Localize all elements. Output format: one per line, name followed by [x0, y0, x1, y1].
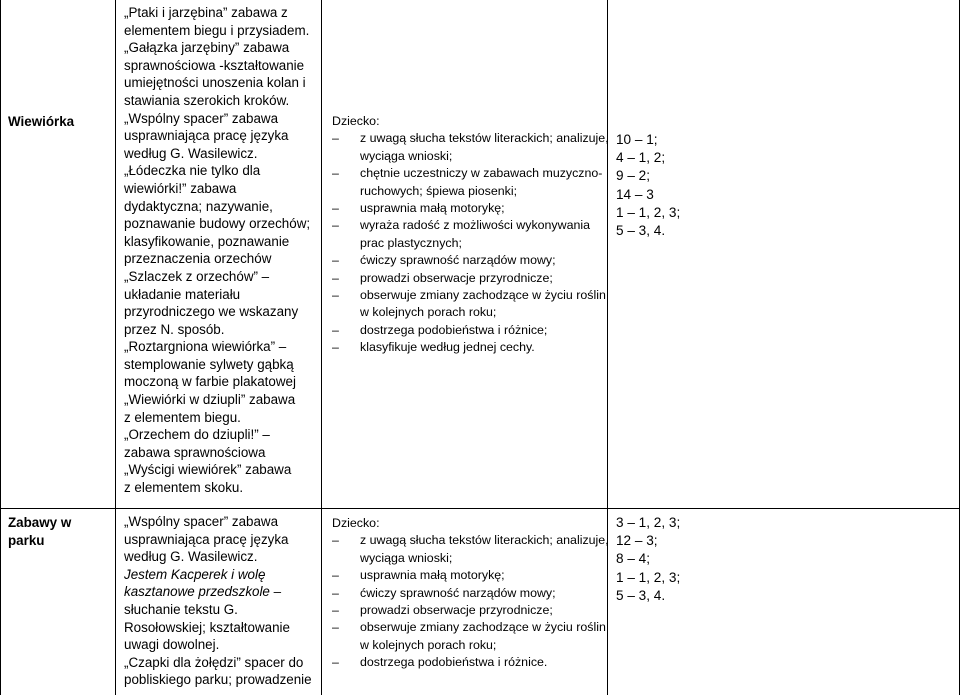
goals-title: Dziecko:: [332, 114, 380, 128]
activity-line: kasztanowe przedszkole –: [124, 584, 282, 600]
reference-item: 4 – 1, 2;: [616, 150, 666, 166]
activity-line: Rosołowskiej; kształtowanie: [124, 619, 290, 635]
goals-title: Dziecko:: [332, 516, 380, 530]
activity-line: „Łódeczka nie tylko dla: [124, 163, 261, 179]
activity-line: Jestem Kacperek i wolę: [124, 566, 266, 582]
activity-line: dydaktyczna; nazywanie,: [124, 198, 273, 214]
goal-text: dostrzega podobieństwa i różnice.: [360, 655, 548, 670]
goal-dash: –: [332, 585, 339, 600]
activity-line: przyrodniczego we wskazany: [124, 304, 299, 320]
goal-text: wyciąga wnioski;: [360, 148, 453, 163]
reference-item: 14 – 3: [616, 186, 654, 202]
goal-item: [332, 602, 604, 619]
goal-item: [332, 200, 604, 217]
goal-dash: –: [332, 568, 339, 583]
goal-item: [332, 252, 604, 269]
goal-item: [332, 183, 604, 200]
goal-text: usprawnia małą motorykę;: [360, 568, 505, 583]
activity-line: „Wspólny spacer” zabawa: [124, 110, 279, 126]
goal-text: obserwuje zmiany zachodzące w życiu roślin: [360, 288, 606, 303]
activity-line: wiewiórki!” zabawa: [124, 180, 237, 196]
column-divider-1: [115, 0, 116, 695]
row-2-goals: [332, 515, 609, 672]
reference-item: 5 – 3, 4.: [616, 223, 666, 239]
reference-item: 3 – 1, 2, 3;: [616, 515, 681, 530]
goal-text: prowadzi obserwacje przyrodnicze;: [360, 603, 553, 618]
goal-dash: –: [332, 620, 339, 635]
goal-item: [332, 287, 604, 304]
reference-item: 9 – 2;: [616, 168, 651, 184]
activity-line: „Gałązka jarzębiny” zabawa: [124, 40, 290, 56]
topic-line: Zabawy w: [8, 515, 72, 530]
activity-line: umiejętności unoszenia kolan i: [124, 75, 306, 91]
goal-dash: –: [332, 131, 339, 146]
goal-item: [332, 654, 604, 671]
goal-text: ćwiczy sprawność narządów mowy;: [360, 253, 556, 268]
reference-item: 10 – 1;: [616, 132, 658, 147]
activity-line: przeznaczenia orzechów: [124, 251, 272, 267]
goal-item: [332, 567, 604, 584]
goal-text: z uwagą słucha tekstów literackich; analizuje,: [360, 533, 609, 548]
activity-line: słuchanie tekstu G.: [124, 601, 238, 617]
goal-item: [332, 165, 604, 182]
activity-line: z elementem skoku.: [124, 480, 244, 496]
goal-dash: –: [332, 288, 339, 303]
activity-line: „Szlaczek z orzechów” –: [124, 268, 270, 284]
row-1-goals: [332, 113, 609, 357]
goal-item: [332, 130, 609, 147]
goal-text: chętnie uczestniczy w zabawach muzyczno-: [360, 166, 603, 181]
goal-dash: –: [332, 253, 339, 268]
reference-item: 5 – 3, 4.: [616, 587, 666, 603]
activity-line: „Orzechem do dziupli!” –: [124, 427, 270, 443]
goal-text: usprawnia małą motorykę;: [360, 201, 505, 216]
activity-line: „Wspólny spacer” zabawa: [124, 514, 279, 529]
goal-item: [332, 585, 604, 602]
row-2-activities: [124, 513, 320, 689]
goal-item: [332, 339, 604, 356]
goal-text: ruchowych; śpiewa piosenki;: [360, 183, 518, 198]
activity-line: uwagi dowolnej.: [124, 637, 220, 653]
activity-line: klasyfikowanie, poznawanie: [124, 233, 290, 249]
activity-line: usprawniająca pracę języka: [124, 531, 289, 547]
goal-text: ćwiczy sprawność narządów mowy;: [360, 585, 556, 600]
goal-dash: –: [332, 655, 339, 670]
activity-line: zabawa sprawnościowa: [124, 444, 266, 460]
goal-item: [332, 217, 604, 234]
goal-text: wyciąga wnioski;: [360, 550, 453, 565]
activity-line: „Wyścigi wiewiórek” zabawa: [124, 462, 292, 478]
goal-text: prowadzi obserwacje przyrodnicze;: [360, 270, 553, 285]
row-1-activities: [124, 4, 320, 497]
reference-item: 1 – 1, 2, 3;: [616, 204, 681, 220]
activity-line: poznawanie budowy orzechów;: [124, 216, 311, 232]
activity-line: stawiania szerokich kroków.: [124, 92, 290, 108]
activity-line: moczoną w farbie plakatowej: [124, 374, 296, 390]
row-2-references: [616, 514, 756, 605]
activity-line: „Czapki dla żołędzi” spacer do: [124, 654, 304, 670]
goal-text: dostrzega podobieństwa i różnice;: [360, 322, 548, 337]
goal-text: klasyfikuje według jednej cechy.: [360, 340, 535, 355]
activity-line: „Roztargniona wiewiórka” –: [124, 339, 287, 355]
row-2-topic: [8, 514, 112, 550]
goal-item: [332, 637, 604, 654]
row-1-topic: [8, 113, 112, 131]
goal-text: wyraża radość z możliwości wykonywania: [360, 218, 590, 233]
goal-text: obserwuje zmiany zachodzące w życiu roślin: [360, 620, 606, 635]
goal-dash: –: [332, 201, 339, 216]
table-border-left: [0, 0, 1, 695]
activity-line: pobliskiego parku; prowadzenie: [124, 672, 312, 688]
goal-text: w kolejnych porach roku;: [360, 305, 497, 320]
reference-item: 1 – 1, 2, 3;: [616, 569, 681, 585]
goal-dash: –: [332, 322, 339, 337]
activity-line: z elementem biegu.: [124, 409, 241, 425]
goal-text: z uwagą słucha tekstów literackich; analizuje,: [360, 131, 609, 146]
reference-item: 12 – 3;: [616, 533, 658, 549]
goal-dash: –: [332, 603, 339, 618]
activity-line: usprawniająca pracę języka: [124, 128, 289, 144]
goal-dash: –: [332, 270, 339, 285]
goal-item: [332, 148, 604, 165]
row-divider: [0, 508, 960, 509]
column-divider-2: [321, 0, 322, 695]
topic-line: parku: [8, 533, 45, 548]
goal-text: w kolejnych porach roku;: [360, 637, 497, 652]
activity-line: według G. Wasilewicz.: [124, 549, 258, 565]
row-1-references: [616, 131, 756, 240]
activity-line: układanie materiału: [124, 286, 241, 302]
goal-item: [332, 270, 604, 287]
goal-item: [332, 532, 609, 549]
goal-dash: –: [332, 533, 339, 548]
activity-line: elementem biegu i przysiadem.: [124, 22, 310, 38]
activity-line: przez N. sposób.: [124, 321, 225, 337]
topic-line: Wiewiórka: [8, 114, 75, 129]
reference-item: 8 – 4;: [616, 551, 651, 567]
activity-line: stemplowanie sylwety gąbką: [124, 356, 294, 372]
goal-item: [332, 322, 604, 339]
goal-dash: –: [332, 218, 339, 233]
goal-item: [332, 304, 604, 321]
activity-line: według G. Wasilewicz.: [124, 145, 258, 161]
activity-line: „Wiewiórki w dziupli” zabawa: [124, 392, 296, 408]
activity-line: sprawnościowa -kształtowanie: [124, 57, 305, 73]
activity-line: „Ptaki i jarzębina” zabawa z: [124, 5, 288, 20]
goal-item: [332, 550, 604, 567]
goal-text: prac plastycznych;: [360, 235, 462, 250]
goal-dash: –: [332, 166, 339, 181]
goal-item: [332, 235, 604, 252]
column-divider-3: [607, 0, 608, 695]
goal-item: [332, 619, 604, 636]
goal-dash: –: [332, 340, 339, 355]
